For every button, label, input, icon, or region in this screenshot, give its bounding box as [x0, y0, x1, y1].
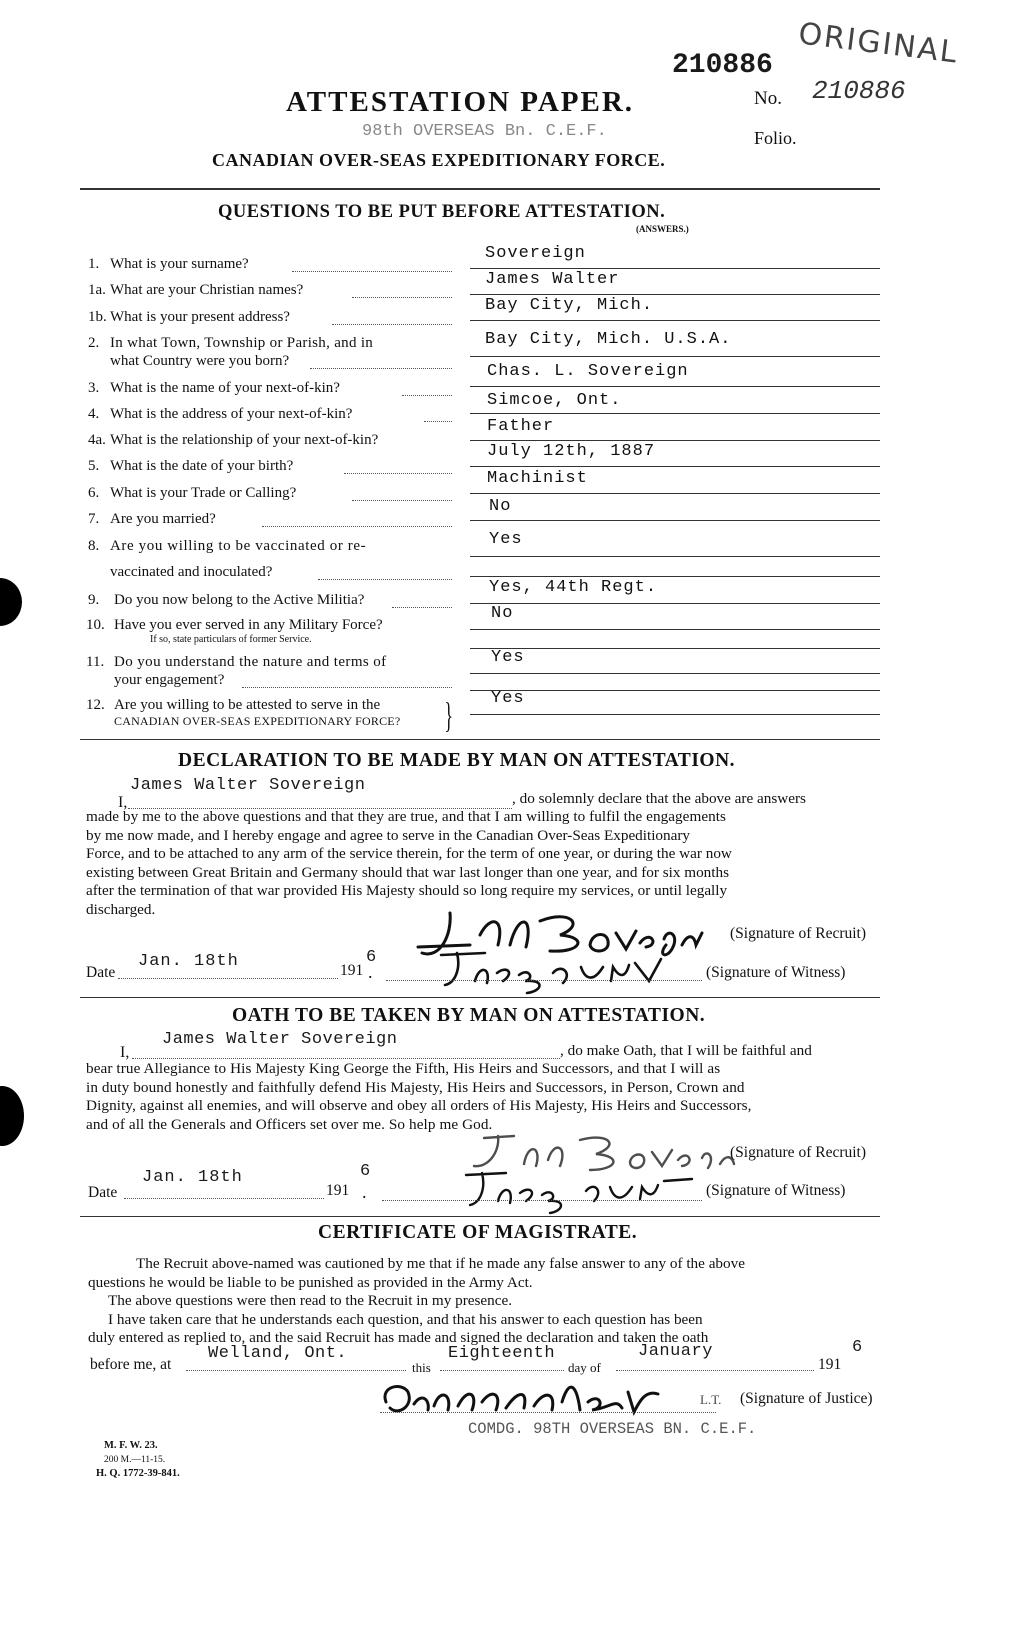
year-suffix: 6: [366, 948, 377, 967]
leader-dots: [352, 500, 452, 501]
witness-line: [386, 980, 702, 981]
certificate-line: The Recruit above-named was cautioned by me that if he made any false answer to any of the above: [136, 1255, 745, 1272]
question-text: What are your Christian names?: [110, 282, 304, 298]
answer-field: No: [489, 497, 512, 516]
question-number: 2.: [88, 335, 100, 351]
declaration-name: James Walter Sovereign: [130, 776, 366, 795]
question-text: In what Town, Township or Parish, and in: [110, 335, 374, 351]
print-run: 200 M.—11-15.: [104, 1455, 166, 1465]
oath-after-name: , do make Oath, that I will be faithful and: [560, 1042, 812, 1059]
answer-line: [470, 440, 880, 441]
witness-line: [382, 1200, 702, 1201]
place-value: Welland, Ont.: [208, 1344, 348, 1363]
commanding-stamp: COMDG. 98TH OVERSEAS BN. C.E.F.: [468, 1420, 757, 1438]
question-text: What is the relationship of your next-of-kin?: [110, 432, 379, 448]
question-number: 10.: [86, 617, 105, 633]
oath-divider: [80, 1216, 880, 1217]
form-code: M. F. W. 23.: [104, 1440, 158, 1451]
certificate-line: questions he would be liable to be punished as provided in the Army Act.: [88, 1273, 533, 1291]
question-text: Do you now belong to the Active Militia?: [114, 592, 365, 608]
hq-reference: H. Q. 1772-39-841.: [96, 1468, 180, 1479]
oath-line: and of all the Generals and Officers set over me. So help me God.: [86, 1115, 493, 1133]
answer-field: Sovereign: [485, 244, 586, 263]
question-text-continued: CANADIAN OVER-SEAS EXPEDITIONARY FORCE?: [114, 714, 401, 728]
answer-line: [470, 603, 880, 604]
leader-dots: [332, 324, 452, 325]
certificate-body: [88, 1255, 888, 1348]
answer-line: [470, 520, 880, 521]
number-value: 210886: [812, 76, 906, 106]
declaration-heading: DECLARATION TO BE MADE BY MAN ON ATTESTATION.: [178, 750, 736, 771]
question-number: 1b.: [88, 309, 107, 325]
answer-line: [470, 356, 880, 357]
question-number: 1a.: [88, 282, 106, 298]
before-me-label: before me, at: [90, 1356, 172, 1373]
leader-dots: [402, 395, 452, 396]
question-number: 6.: [88, 485, 100, 501]
answer-line: [470, 413, 880, 414]
declaration-line: Force, and to be attached to any arm of the service therein, for the term of one year, or during the war now: [86, 845, 732, 862]
month-value: January: [638, 1342, 713, 1361]
number-label: No.: [754, 88, 782, 109]
witness-signature: [435, 945, 685, 995]
question-text-continued: what Country were you born?: [110, 353, 290, 369]
answer-field: Yes: [491, 689, 525, 708]
declaration-line: by me now made, and I hereby engage and agree to serve in the Canadian Over-Seas Expeditionary: [86, 826, 691, 844]
question-number: 7.: [88, 511, 100, 527]
answer-field: No: [491, 604, 514, 623]
question-number: 12.: [86, 697, 105, 713]
answer-field: James Walter: [485, 270, 620, 289]
justice-line: [380, 1412, 716, 1413]
answer-line: [470, 268, 880, 269]
question-text: What is the name of your next-of-kin?: [110, 380, 340, 396]
month-line: [616, 1370, 814, 1371]
lt-label: L.T.: [700, 1392, 722, 1407]
regimental-number: 210886: [672, 50, 773, 81]
question-number: 8.: [88, 538, 100, 554]
witness-signature: [460, 1165, 700, 1215]
answer-field: Bay City, Mich.: [485, 296, 654, 315]
answer-line: [470, 648, 880, 649]
year-prefix: 191: [326, 1182, 350, 1199]
oath-body: [86, 1060, 886, 1134]
recruit-signature-label: (Signature of Recruit): [730, 1144, 867, 1161]
oath-heading: OATH TO BE TAKEN BY MAN ON ATTESTATION.: [232, 1005, 706, 1026]
question-text: What is your surname?: [110, 256, 249, 272]
justice-signature-label: (Signature of Justice): [740, 1390, 873, 1407]
original-stamp: ORIGINAL: [796, 16, 961, 71]
question-text-continued: your engagement?: [114, 672, 225, 688]
question-text: Are you willing to be vaccinated or re-: [110, 538, 367, 554]
question-text: Are you married?: [110, 511, 216, 527]
declaration-i-label: I,: [118, 794, 128, 811]
question-text: What is your Trade or Calling?: [110, 485, 297, 501]
question-text: Are you willing to be attested to serve in the: [114, 697, 381, 713]
folio-label: Folio.: [754, 128, 797, 148]
certificate-heading: CERTIFICATE OF MAGISTRATE.: [318, 1222, 638, 1243]
unit-stamp: 98th OVERSEAS Bn. C.E.F.: [362, 122, 607, 141]
year-suffix: 6: [852, 1338, 863, 1357]
declaration-line: existing between Great Britain and Germany should that war last longer than one year, and for six months: [86, 863, 729, 881]
this-label: this: [412, 1360, 431, 1375]
questions-divider: [80, 739, 880, 740]
question-number: 9.: [88, 592, 100, 608]
date-line: [124, 1198, 324, 1199]
answer-line: [470, 714, 880, 715]
question-note: If so, state particulars of former Service.: [150, 634, 312, 645]
question-number: 11.: [86, 654, 105, 670]
answer-field: Bay City, Mich. U.S.A.: [485, 330, 732, 349]
certificate-line: I have taken care that he understands each question, and that his answer to each question has been: [108, 1310, 703, 1328]
oath-line: in duty bound honestly and faithfully defend His Majesty, His Heirs and Successors, in Person, Crown and: [86, 1078, 745, 1096]
answer-field: Machinist: [487, 469, 588, 488]
leader-dots: [344, 473, 452, 474]
witness-signature-label: (Signature of Witness): [706, 964, 846, 981]
answer-line: [470, 294, 880, 295]
leader-dots: [292, 271, 452, 272]
question-text: Have you ever served in any Military Force?: [114, 617, 383, 633]
brace: }: [444, 695, 453, 735]
date-label: Date: [88, 1184, 118, 1201]
name-line: [132, 1058, 560, 1059]
declaration-after-name: , do solemnly declare that the above are answers: [512, 790, 806, 807]
certificate-line: The above questions were then read to the Recruit in my presence.: [108, 1292, 513, 1309]
question-number: 4.: [88, 406, 100, 422]
year-suffix: 6: [360, 1162, 371, 1181]
declaration-body: [86, 808, 886, 919]
answer-field: Yes: [491, 648, 525, 667]
answer-line: [470, 556, 880, 557]
dot-separator: .: [368, 962, 373, 982]
question-text: Do you understand the nature and terms of: [114, 654, 387, 670]
leader-dots: [392, 607, 452, 608]
date-value: Jan. 18th: [138, 952, 239, 971]
place-line: [186, 1370, 406, 1371]
justice-signature: [378, 1372, 678, 1422]
punch-hole-top: [0, 578, 22, 626]
document-subtitle: CANADIAN OVER-SEAS EXPEDITIONARY FORCE.: [212, 150, 666, 170]
year-prefix: 191: [340, 962, 364, 979]
leader-dots: [310, 368, 452, 369]
document-title: ATTESTATION PAPER.: [286, 86, 635, 118]
answer-field: Simcoe, Ont.: [487, 391, 622, 410]
dot-separator: .: [362, 1182, 367, 1202]
day-value: Eighteenth: [448, 1344, 556, 1363]
day-of-label: day of: [568, 1360, 601, 1375]
leader-dots: [424, 421, 452, 422]
answer-field: July 12th, 1887: [487, 442, 656, 461]
question-text: What is your present address?: [110, 309, 290, 325]
question-number: 5.: [88, 458, 100, 474]
answer-line: [470, 493, 880, 494]
declaration-line: made by me to the above questions and that they are true, and that I am willing to fulfil the engagements: [86, 808, 726, 825]
answer-field: Father: [487, 417, 555, 436]
answer-field: Yes: [489, 530, 523, 549]
answer-line: [470, 466, 880, 467]
answer-line: [470, 673, 880, 674]
declaration-line: after the termination of that war provided His Majesty should so long require my services, or until legally: [86, 882, 728, 899]
answer-line: [470, 320, 880, 321]
question-number: 4a.: [88, 432, 106, 448]
question-number: 3.: [88, 380, 100, 396]
answers-label: (ANSWERS.): [636, 224, 689, 234]
leader-dots: [352, 297, 452, 298]
oath-i-label: I,: [120, 1044, 130, 1061]
year-prefix: 191: [818, 1356, 842, 1373]
recruit-signature-label: (Signature of Recruit): [730, 925, 867, 942]
oath-name: James Walter Sovereign: [162, 1030, 398, 1049]
day-line: [440, 1370, 564, 1371]
certificate-line: duly entered as replied to, and the said Recruit has made and signed the declaration and taken the oath: [88, 1329, 709, 1346]
question-text: What is the date of your birth?: [110, 458, 294, 474]
leader-dots: [318, 579, 452, 580]
date-label: Date: [86, 964, 116, 981]
questions-heading: QUESTIONS TO BE PUT BEFORE ATTESTATION.: [218, 202, 666, 222]
question-text: What is the address of your next-of-kin?: [110, 406, 353, 422]
answer-field: Chas. L. Sovereign: [487, 362, 689, 381]
date-value: Jan. 18th: [142, 1168, 243, 1187]
header-divider: [80, 188, 880, 190]
punch-hole-bottom: [0, 1086, 24, 1146]
witness-signature-label: (Signature of Witness): [706, 1182, 846, 1199]
answer-line: [470, 690, 880, 691]
question-number: 1.: [88, 256, 100, 272]
oath-line: Dignity, against all enemies, and will observe and obey all orders of His Majesty, His Heirs and Successors,: [86, 1097, 752, 1114]
question-text-continued: vaccinated and inoculated?: [110, 564, 273, 580]
answer-field: Yes, 44th Regt.: [489, 578, 658, 597]
date-line: [118, 978, 338, 979]
declaration-line: discharged.: [86, 900, 156, 918]
leader-dots: [262, 526, 452, 527]
answer-line: [470, 386, 880, 387]
oath-line: bear true Allegiance to His Majesty King George the Fifth, His Heirs and Successors, and that I will as: [86, 1060, 721, 1077]
leader-dots: [242, 687, 452, 688]
declaration-divider: [80, 997, 880, 998]
answer-line: [470, 576, 880, 577]
answer-line: [470, 629, 880, 630]
